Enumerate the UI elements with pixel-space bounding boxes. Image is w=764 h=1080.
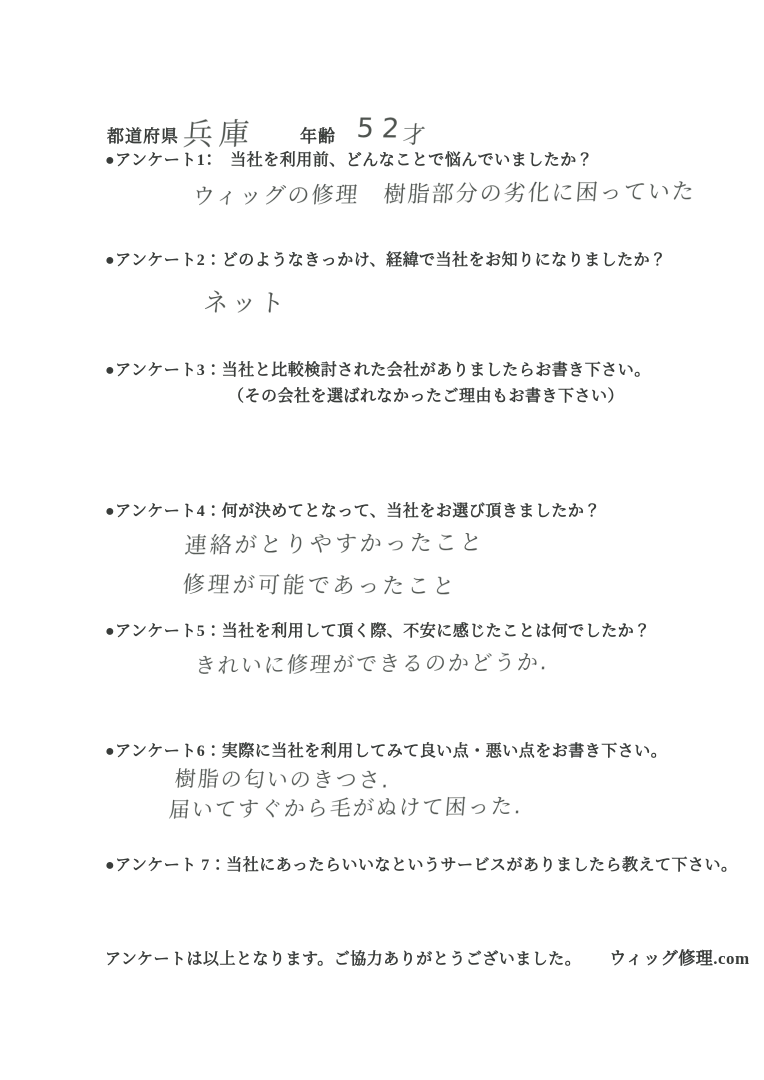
respondent-info-row: [0, 113, 764, 153]
prefecture-value-handwritten: 兵庫: [181, 117, 257, 153]
age-value-handwritten: 52: [355, 113, 409, 145]
closing-text: アンケートは以上となります。ご協力ありがとうございました。: [105, 951, 582, 968]
site-name: ウィッグ修理.com: [609, 949, 750, 968]
age-label: 年齢: [300, 127, 336, 146]
question-6-answer-line-1: 樹脂の匂いのきつさ.: [173, 766, 392, 793]
question-7-label: ●アンケート 7：当社にあったらいいなというサービスがありましたら教えて下さい。: [105, 857, 738, 874]
question-2-label: ●アンケート2：どのようなきっかけ、経緯で当社をお知りになりましたか？: [105, 252, 667, 269]
prefecture-label: 都道府県: [107, 127, 179, 146]
question-4-answer-line-1: 連絡がとりやすかったこと: [183, 530, 486, 559]
question-5-label: ●アンケート5：当社を利用して頂く際、不安に感じたことは何でしたか？: [105, 623, 651, 640]
question-1-answer: ウィッグの修理 樹脂部分の劣化に困っていた: [191, 179, 697, 210]
question-6-label: ●アンケート6：実際に当社を利用してみて良い点・悪い点をお書き下さい。: [105, 743, 668, 760]
age-unit: 才: [401, 122, 427, 149]
question-4-label: ●アンケート4：何が決めてとなって、当社をお選び頂きましたか？: [105, 503, 601, 520]
question-4-answer-line-2: 修理が可能であったこと: [181, 572, 459, 600]
question-5-answer: きれいに修理ができるのかどうか.: [193, 650, 550, 678]
question-2-answer: ネット: [202, 287, 289, 318]
footer: [105, 944, 750, 969]
question-6-answer-line-2: 届いてすぐから毛がぬけて困った.: [167, 794, 524, 822]
question-1-label: ●アンケート1： 当社を利用前、どんなことで悩んでいましたか？: [105, 152, 594, 169]
question-3-note: （その会社を選ばれなかったご理由もお書き下さい）: [228, 388, 625, 405]
question-3-label: ●アンケート3：当社と比較検討された会社がありましたらお書き下さい。: [105, 362, 651, 379]
